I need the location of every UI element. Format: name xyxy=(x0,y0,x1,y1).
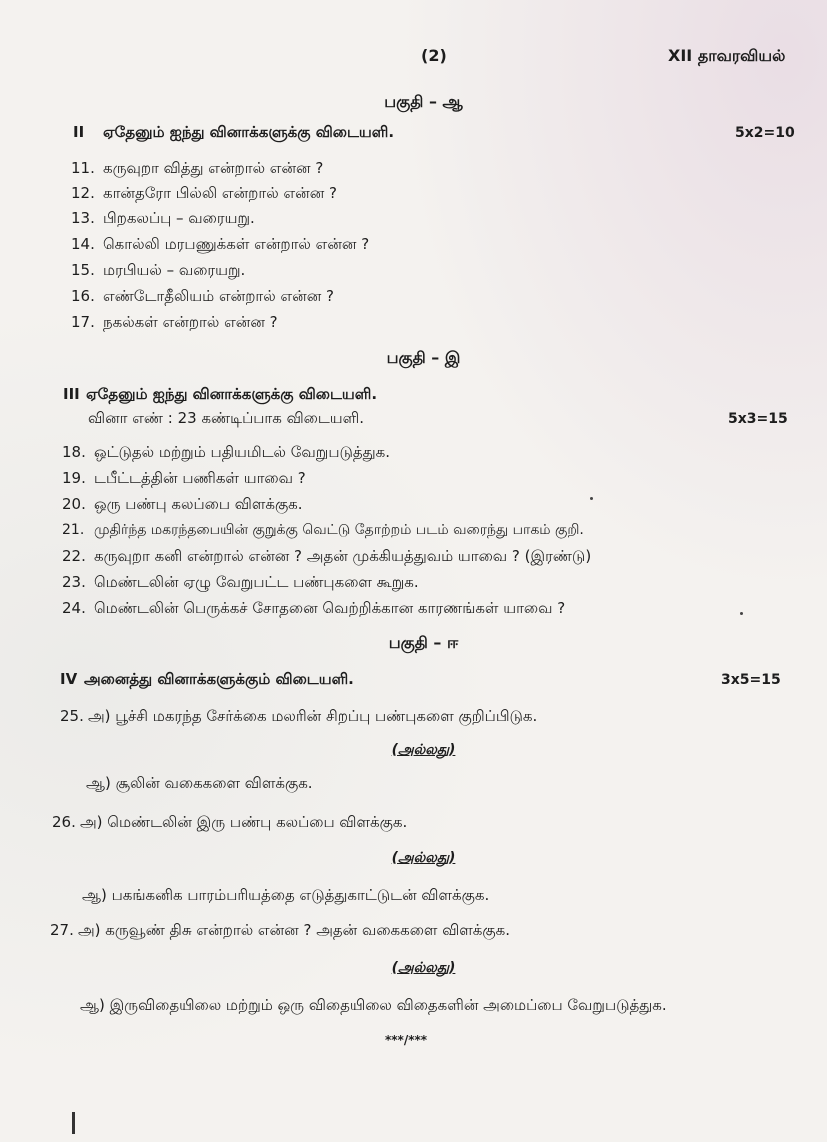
part-c-instruction-compulsory: வினா எண் : 23 கண்டிப்பாக விடையளி. xyxy=(88,409,365,427)
print-speck xyxy=(590,497,593,500)
question-21 xyxy=(62,520,584,540)
part-d-instruction-number: IV xyxy=(60,670,78,688)
question-number: 16. xyxy=(71,287,95,305)
page-number: (2) xyxy=(421,46,447,65)
question-number: 23. xyxy=(62,573,86,591)
question-number: 27. xyxy=(50,921,74,939)
question-number: 25. xyxy=(60,707,84,725)
question-text: கான்தரோ பில்லி என்றால் என்ன ? xyxy=(103,184,337,202)
question-text: ஒரு பண்பு கலப்பை விளக்குக. xyxy=(94,495,303,513)
question-12 xyxy=(71,183,337,203)
question-text: முதிர்ந்த மகரந்தபையின் குறுக்கு வெட்டு தோற்றம் படம் வரைந்து பாகம் குறி. xyxy=(94,522,584,538)
question-text: டபீட்டத்தின் பணிகள் யாவை ? xyxy=(94,469,306,487)
part-c-instruction: ஏதேனும் ஐந்து வினாக்களுக்கு விடையளி. xyxy=(86,385,378,403)
question-text: அ) கருவூண் திசு என்றால் என்ன ? அதன் வகைகளை விளக்குக. xyxy=(78,921,511,939)
question-number: 21. xyxy=(62,522,85,538)
question-20 xyxy=(62,494,303,514)
question-number: 15. xyxy=(71,261,95,279)
part-d-instruction: அனைத்து வினாக்களுக்கும் விடையளி. xyxy=(84,670,354,688)
question-26a xyxy=(52,812,407,832)
subject-title: XII தாவரவியல் xyxy=(668,46,786,65)
part-c-title: பகுதி – இ xyxy=(386,348,461,367)
question-17 xyxy=(71,312,278,332)
question-number: 20. xyxy=(62,495,86,513)
question-16 xyxy=(71,286,334,306)
question-number: 12. xyxy=(71,184,95,202)
question-number: 19. xyxy=(62,469,86,487)
or-divider: (அல்லது) xyxy=(391,960,456,976)
question-text: மெண்டலின் ஏழு வேறுபட்ட பண்புகளை கூறுக. xyxy=(94,573,419,591)
question-text: மரபியல் – வரையறு. xyxy=(103,261,246,279)
question-text: கொல்லி மரபணுக்கள் என்றால் என்ன ? xyxy=(103,235,370,253)
question-text: கருவுறா வித்து என்றால் என்ன ? xyxy=(103,159,324,177)
question-27a xyxy=(50,920,510,940)
part-c-marks: 5x3=15 xyxy=(728,411,788,427)
print-mark xyxy=(72,1112,75,1134)
question-text: அ) பூச்சி மகரந்த சேர்க்கை மலரின் சிறப்பு பண்புகளை குறிப்பிடுக. xyxy=(88,707,538,725)
part-d-title: பகுதி – ஈ xyxy=(388,633,459,652)
question-number: 18. xyxy=(62,443,86,461)
question-22 xyxy=(62,546,591,566)
question-text: மெண்டலின் பெருக்கச் சோதனை வெற்றிக்கான காரணங்கள் யாவை ? xyxy=(94,599,566,617)
question-number: 14. xyxy=(71,235,95,253)
question-26b: ஆ) பகங்கனிக பாரம்பரியத்தை எடுத்துகாட்டுடன் விளக்குக. xyxy=(82,886,490,904)
question-15 xyxy=(71,260,245,280)
part-c-instruction-number: III xyxy=(63,385,80,403)
question-19 xyxy=(62,468,306,488)
part-b-marks: 5x2=10 xyxy=(735,125,795,141)
question-27b: ஆ) இருவிதையிலை மற்றும் ஒரு விதையிலை விதைகளின் அமைப்பை வேறுபடுத்துக. xyxy=(80,996,667,1014)
question-text: நகல்கள் என்றால் என்ன ? xyxy=(103,313,278,331)
question-number: 26. xyxy=(52,813,76,831)
print-speck xyxy=(740,612,743,615)
question-13 xyxy=(71,208,255,228)
question-text: எண்டோதீலியம் என்றால் என்ன ? xyxy=(103,287,335,305)
question-25a xyxy=(60,706,537,726)
question-number: 24. xyxy=(62,599,86,617)
question-24 xyxy=(62,598,565,618)
question-18 xyxy=(62,442,390,462)
or-divider: (அல்லது) xyxy=(391,742,456,758)
or-divider: (அல்லது) xyxy=(391,850,456,866)
question-number: 11. xyxy=(71,159,95,177)
question-text: பிறகலப்பு – வரையறு. xyxy=(103,209,255,227)
question-text: கருவுறா கனி என்றால் என்ன ? அதன் முக்கியத்துவம் யாவை ? (இரண்டு) xyxy=(94,547,592,565)
part-b-instruction: ஏதேனும் ஐந்து வினாக்களுக்கு விடையளி. xyxy=(103,123,395,141)
question-number: 13. xyxy=(71,209,95,227)
part-b-title: பகுதி – ஆ xyxy=(384,92,463,111)
question-25b: ஆ) சூலின் வகைகளை விளக்குக. xyxy=(86,774,313,792)
question-number: 17. xyxy=(71,313,95,331)
question-text: ஒட்டுதல் மற்றும் பதியமிடல் வேறுபடுத்துக. xyxy=(94,443,391,461)
question-11 xyxy=(71,158,323,178)
question-number: 22. xyxy=(62,547,86,565)
part-b-instruction-number: II xyxy=(73,123,85,141)
question-23 xyxy=(62,572,419,592)
question-14 xyxy=(71,234,369,254)
part-d-marks: 3x5=15 xyxy=(721,672,781,688)
page-end-marker: ***/*** xyxy=(385,1033,428,1047)
question-text: அ) மெண்டலின் இரு பண்பு கலப்பை விளக்குக. xyxy=(80,813,408,831)
